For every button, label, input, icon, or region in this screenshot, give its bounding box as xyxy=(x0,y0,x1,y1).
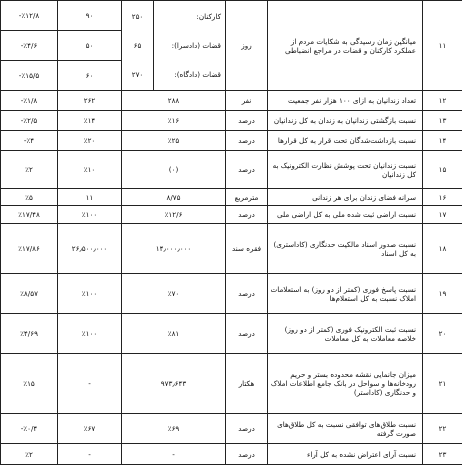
row-number: ۱۳ xyxy=(423,111,462,131)
target-value: ٪۱۰۰ xyxy=(58,274,122,314)
change-value: ٪۱۲/۸- xyxy=(1,2,57,32)
unit-cell: درصد xyxy=(226,444,268,465)
table-row xyxy=(1,206,462,224)
sub-label: کارکنان: xyxy=(154,12,221,21)
table-row xyxy=(1,224,462,274)
base-value: ۶۵ xyxy=(122,41,153,50)
change-value: ٪۴- xyxy=(1,131,58,151)
unit-cell: درصد xyxy=(226,274,268,314)
change-value: ٪۴/۶۹ xyxy=(1,314,58,354)
indicator-description: نسبت طلاق‌های توافقی نسبت به کل طلاق‌های صورت گرفته xyxy=(268,414,423,444)
target-value: ۶۰ xyxy=(58,61,121,90)
sub-change-cell xyxy=(1,1,58,91)
indicator-description: تعداد زندانیان به ازای ۱۰۰ هزار نفر جمعیت xyxy=(268,91,423,111)
base-value: ٪۱۲/۶ xyxy=(122,206,226,224)
change-value: ٪۰/۴- xyxy=(1,414,58,444)
change-value: ٪۲ xyxy=(1,444,58,465)
base-value: (۰) xyxy=(122,151,226,189)
change-value: ٪۱۵ xyxy=(1,354,58,414)
table-row xyxy=(1,1,462,91)
target-value: ۹۰ xyxy=(58,2,121,32)
target-value: ٪۱۰ xyxy=(58,151,122,189)
unit-cell: هکتار xyxy=(226,354,268,414)
base-value: ٪۸۱ xyxy=(122,314,226,354)
base-value: ۱۴٫۰۰۰٫۰۰۰ xyxy=(122,224,226,274)
change-value: ٪۴/۶- xyxy=(1,31,57,61)
indicator-description: میزان جانمایی نقشه محدوده بستر و حریم رودخانه‌ها و سواحل در بانک جامع اطلاعات املاک و حدنگاری (کاداستر) xyxy=(268,354,423,414)
row-number: ۲۲ xyxy=(423,414,462,444)
row-number: ۲۰ xyxy=(423,314,462,354)
base-value: ۲۸۸ xyxy=(122,91,226,111)
target-value: - xyxy=(58,354,122,414)
sub-base-cell xyxy=(122,1,154,91)
change-value: ٪۲ xyxy=(1,151,58,189)
change-value: ٪۱۷/۴۸ xyxy=(1,206,58,224)
table-row xyxy=(1,131,462,151)
indicator-description: نسبت آرای اعتراض نشده به کل آراء xyxy=(268,444,423,465)
base-value: ۹۷۳٫۶۴۳ xyxy=(122,354,226,414)
unit-cell: درصد xyxy=(226,206,268,224)
unit-cell: درصد xyxy=(226,151,268,189)
target-value: ۲۶٫۵۰۰٫۰۰۰ xyxy=(58,224,122,274)
base-value: ۲۷۰ xyxy=(122,70,153,79)
row-number: ۱۴ xyxy=(423,131,462,151)
base-value: ۲۵۰ xyxy=(122,12,153,21)
target-value: ۱۱ xyxy=(58,189,122,206)
indicator-description: نسبت ثبت الکترونیک فوری (کمتر از دو روز) خلاصه معاملات به کل معاملات xyxy=(268,314,423,354)
base-value: ٪۷۰ xyxy=(122,274,226,314)
sub-label: قضات (دادسرا): xyxy=(154,41,221,50)
table-row xyxy=(1,444,462,465)
unit-cell: درصد xyxy=(226,314,268,354)
change-value: ٪۲/۵- xyxy=(1,111,58,131)
row-number: ۱۱ xyxy=(423,1,462,91)
change-value: ٪۱/۸- xyxy=(1,91,58,111)
change-value: ٪۸/۵۷ xyxy=(1,274,58,314)
indicator-description: نسبت پاسخ فوری (کمتر از دو روز) به استعلامات املاک نسبت به کل استعلام‌ها xyxy=(268,274,423,314)
indicator-description: نسبت زندانیان تحت پوشش نظارت الکترونیک به کل زندانیان xyxy=(268,151,423,189)
base-value: ٪۶۹ xyxy=(122,414,226,444)
unit-cell: درصد xyxy=(226,111,268,131)
row-number: ۱۹ xyxy=(423,274,462,314)
base-value: ٪۲۵ xyxy=(122,131,226,151)
unit-cell: نفر xyxy=(226,91,268,111)
row-number: ۱۷ xyxy=(423,206,462,224)
base-value: ۸/۷۵ xyxy=(122,189,226,206)
table-row xyxy=(1,111,462,131)
change-value: ٪۵ xyxy=(1,189,58,206)
indicator-description: میانگین زمان رسیدگی به شکایات مردم از عملکرد کارکنان و قضات در مراجع انضباطی xyxy=(268,1,423,91)
row-number: ۲۱ xyxy=(423,354,462,414)
target-value: ۵۰ xyxy=(58,31,121,61)
unit-cell: مترمربع xyxy=(226,189,268,206)
row-number: ۲۳ xyxy=(423,444,462,465)
table-row xyxy=(1,314,462,354)
change-value: ٪۱۷/۸۶ xyxy=(1,224,58,274)
target-value: ٪۱۰۰ xyxy=(58,314,122,354)
indicator-description: نسبت بازداشت‌شدگان تحت قرار به کل قرارها xyxy=(268,131,423,151)
table-row xyxy=(1,354,462,414)
change-value: ٪۱۵/۵- xyxy=(1,61,57,90)
indicator-description: نسبت بازگشتی زندانیان به زندان به کل زندانیان xyxy=(268,111,423,131)
row-number: ۱۵ xyxy=(423,151,462,189)
base-value: ٪۱۶ xyxy=(122,111,226,131)
indicator-description: سرانه فضای زندان برای هر زندانی xyxy=(268,189,423,206)
target-value: ٪۶۷ xyxy=(58,414,122,444)
sub-label-cell xyxy=(154,1,226,91)
target-value: - xyxy=(58,444,122,465)
unit-cell: فقره سند xyxy=(226,224,268,274)
target-value: ٪۲۰ xyxy=(58,131,122,151)
unit-cell: روز xyxy=(226,1,268,91)
row-number: ۱۲ xyxy=(423,91,462,111)
row-number: ۱۶ xyxy=(423,189,462,206)
target-value: ٪۱۰۰ xyxy=(58,206,122,224)
table-row xyxy=(1,91,462,111)
unit-cell: درصد xyxy=(226,414,268,444)
base-value: - xyxy=(122,444,226,465)
unit-cell: درصد xyxy=(226,131,268,151)
row-number: ۱۸ xyxy=(423,224,462,274)
sub-target-cell xyxy=(58,1,122,91)
sub-label: قضات (دادگاه): xyxy=(154,70,221,79)
table-row xyxy=(1,274,462,314)
table-row xyxy=(1,414,462,444)
indicator-description: نسبت اراضی ثبت شده ملی به کل اراضی ملی xyxy=(268,206,423,224)
target-value: ۲۶۲ xyxy=(58,91,122,111)
table-row xyxy=(1,151,462,189)
target-value: ٪۱۴ xyxy=(58,111,122,131)
table-row xyxy=(1,189,462,206)
indicator-description: نسبت صدور اسناد مالکیت حدنگاری (کاداستری) به کل اسناد xyxy=(268,224,423,274)
